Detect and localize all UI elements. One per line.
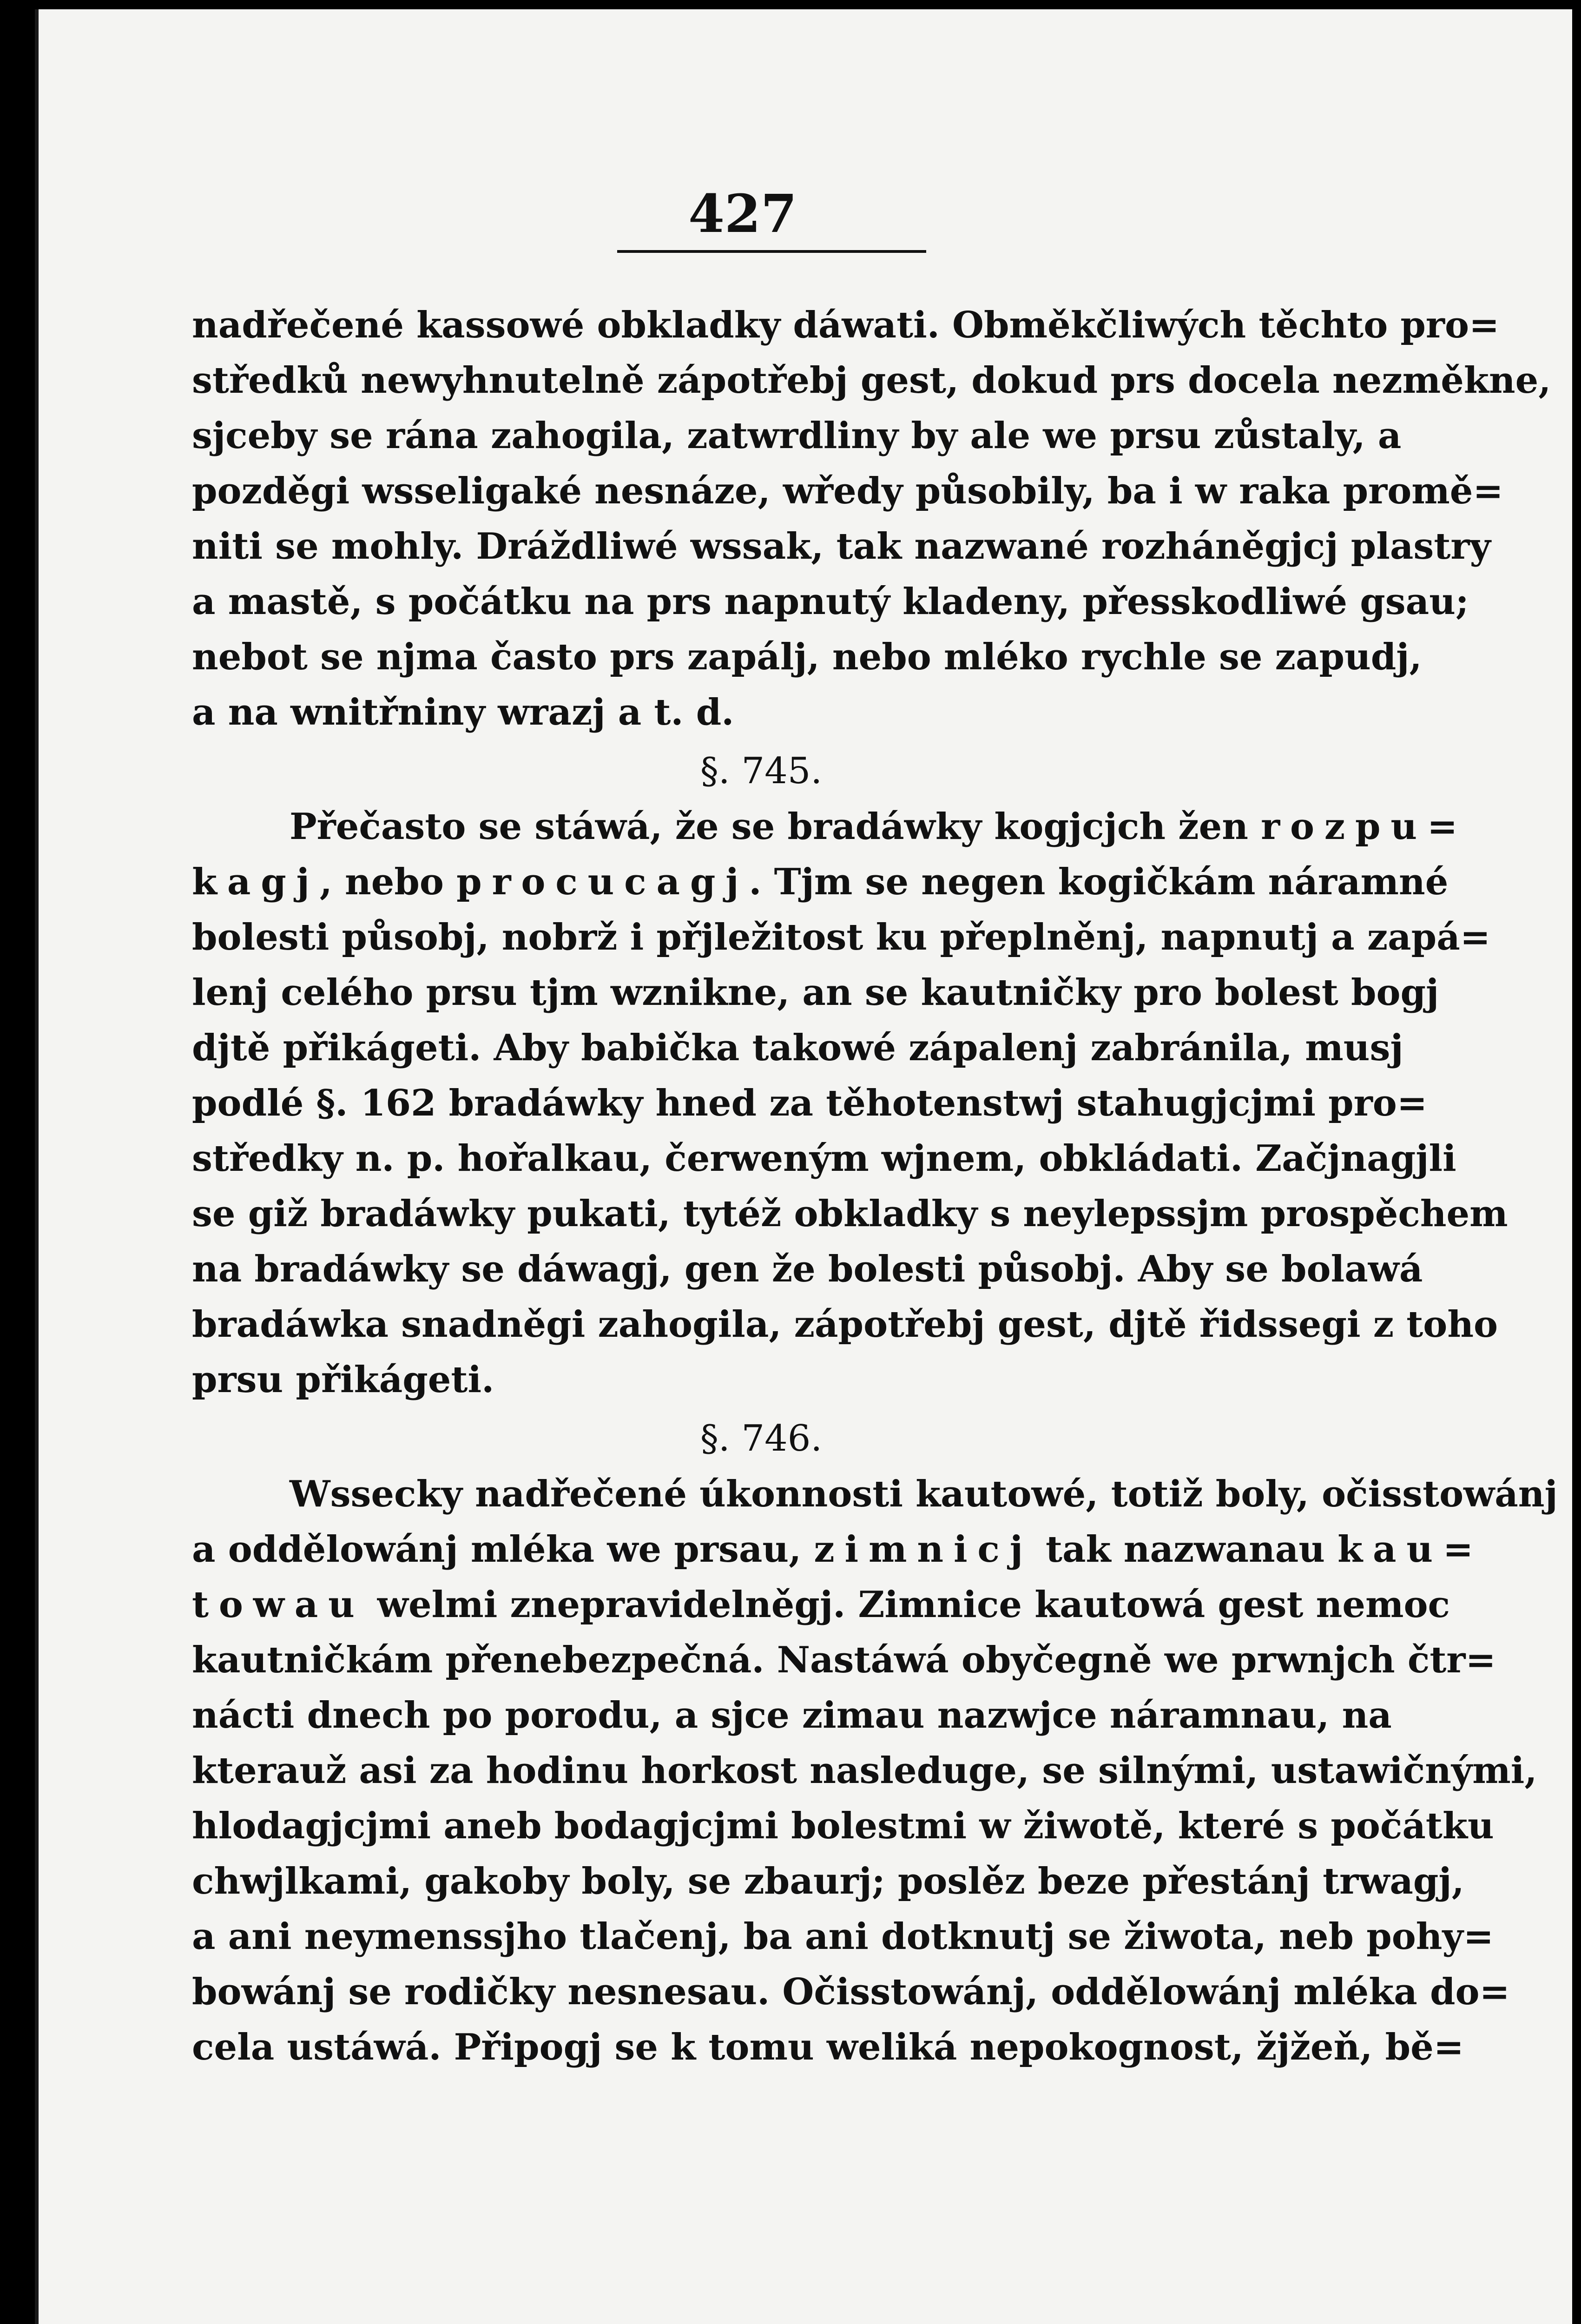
page-number: 427 <box>688 184 797 244</box>
text-line: djtě přikágeti. Aby babička takowé zápalenj zabránila, musj <box>192 1027 1403 1069</box>
text-line: a ani neymenssjho tlačenj, ba ani dotknutj se žiwota, neb pohy= <box>192 1915 1494 1958</box>
text-line: na bradáwky se dáwagj, gen že bolesti působj. Aby se bolawá <box>192 1248 1423 1290</box>
text-line: kautničkám přenebezpečná. Nastáwá obyčegně we prwnjch čtr= <box>192 1639 1496 1681</box>
text-line: a na wnitřniny wrazj a t. d. <box>192 691 734 733</box>
text-line: podlé §. 162 bradáwky hned za těhotenstwj stahugjcjmi pro= <box>192 1082 1428 1124</box>
text-line: cela ustáwá. Připogj se k tomu weliká nepokognost, žjžeň, bě= <box>192 2026 1464 2068</box>
text-run: a oddělowánj mléka we prsau, <box>192 1528 814 1571</box>
text-line: kterauž asi za hodinu horkost nasleduge, se silnými, ustawičnými, <box>192 1750 1537 1792</box>
text-line: nácti dnech po porodu, a sjce zimau nazwjce náramnau, na <box>192 1694 1392 1736</box>
text-run: , nebo <box>319 861 457 903</box>
text-run: welmi znepravidelněgj. Zimnice kautowá gest nemoc <box>364 1584 1450 1626</box>
text-line <box>192 854 1449 910</box>
text-line: Wssecky nadřečené úkonnosti kautowé, totiž boly, očisstowánj <box>290 1473 1558 1515</box>
header-rule <box>617 250 926 253</box>
text-line: bradáwka snadněgi zahogila, zápotřebj gest, djtě řidssegi z toho <box>192 1303 1498 1346</box>
emphasized-word: procucagj <box>456 861 749 903</box>
text-line: sjceby se rána zahogila, zatwrdliny by ale we prsu zůstaly, a <box>192 415 1402 457</box>
book-page <box>35 9 1572 2324</box>
text-line: středků newyhnutelně zápotřebj gest, dokud prs docela nezměkne, <box>192 359 1551 402</box>
text-line: chwjlkami, gakoby boly, se zbaurj; poslěz beze přestánj trwagj, <box>192 1860 1464 1902</box>
emphasized-word: rozpu= <box>1261 805 1468 848</box>
text-line: nadřečené kassowé obkladky dáwati. Obměkčliwých těchto pro= <box>192 304 1500 346</box>
text-line <box>192 1522 1484 1577</box>
emphasized-word: kagj <box>192 861 320 903</box>
text-line: bolesti působj, nobrž i přjležitost ku přeplněnj, napnutj a zapá= <box>192 916 1491 958</box>
text-line <box>192 799 1468 854</box>
text-line: nebot se njma často prs zapálj, nebo mléko rychle se zapudj, <box>192 636 1422 678</box>
section-heading-746: §. 746. <box>700 1418 823 1459</box>
emphasized-word: towau <box>192 1584 365 1626</box>
text-line: lenj celého prsu tjm wznikne, an se kautničky pro bolest bogj <box>192 971 1439 1014</box>
emphasized-word: kau= <box>1337 1528 1484 1571</box>
text-line: a mastě, s počátku na prs napnutý kladeny, přesskodliwé gsau; <box>192 581 1469 623</box>
text-line: bowánj se rodičky nesnesau. Očisstowánj, oddělowánj mléka do= <box>192 1971 1510 2013</box>
text-line: se giž bradáwky pukati, tytéž obkladky s neylepssjm prospěchem <box>192 1193 1508 1235</box>
section-heading-745: §. 745. <box>700 750 823 792</box>
text-line <box>192 1577 1450 1632</box>
text-run: . Tjm se negen kogičkám náramné <box>749 861 1449 903</box>
text-run: Přečasto se stáwá, že se bradáwky kogjcjch žen <box>290 805 1261 848</box>
text-line: prsu přikágeti. <box>192 1359 494 1401</box>
text-line: pozděgi wsseligaké nesnáze, wředy působily, ba i w raka promě= <box>192 470 1503 512</box>
text-line: středky n. p. hořalkau, čerweným wjnem, obkládati. Začjnagjli <box>192 1137 1456 1180</box>
text-line: niti se mohly. Dráždliwé wssak, tak nazwané rozháněgjcj plastry <box>192 525 1491 568</box>
text-line: hlodagjcjmi aneb bodagjcjmi bolestmi w žiwotě, které s počátku <box>192 1805 1494 1847</box>
emphasized-word: zimnicj <box>814 1528 1033 1571</box>
page-body <box>192 297 1558 2075</box>
text-run: tak nazwanau <box>1033 1528 1338 1571</box>
